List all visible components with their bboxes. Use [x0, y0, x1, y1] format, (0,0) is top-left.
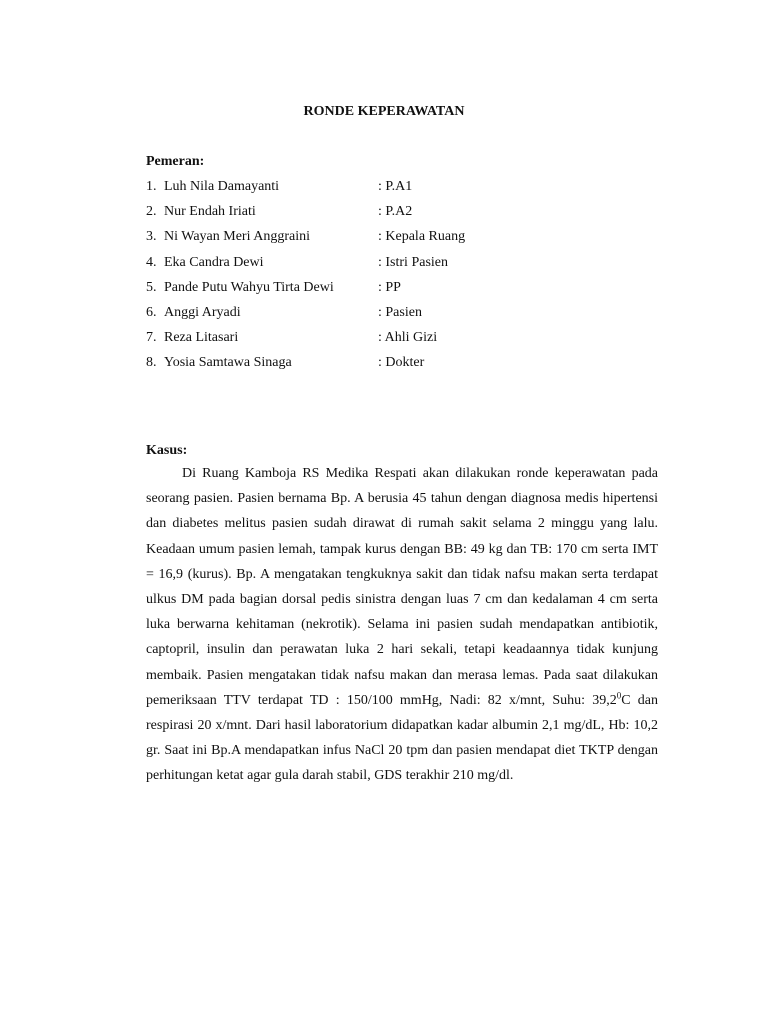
cast-number: 2.	[146, 204, 157, 220]
cast-list	[146, 178, 666, 380]
cast-number: 8.	[146, 355, 157, 371]
cast-role: : Dokter	[378, 355, 425, 371]
case-text-part2: C dan respirasi 20 x/mnt. Dari hasil laboratorium didapatkan kadar albumin 2,1 mg/dL, Hb: 10,2 gr. Saat ini Bp.A mendapatkan infus NaCl 20 tpm dan pasien mendapat diet TKTP dengan perhitungan ketat agar gula darah stabil, GDS terakhir 210 mg/dl.	[146, 692, 658, 784]
cast-number: 3.	[146, 229, 157, 245]
cast-name: Ni Wayan Meri Anggraini	[164, 229, 310, 245]
cast-number: 1.	[146, 179, 157, 194]
cast-number: 7.	[146, 330, 157, 346]
cast-row	[146, 279, 666, 304]
cast-row	[146, 228, 666, 253]
cast-name: Reza Litasari	[164, 330, 239, 346]
cast-number: 5.	[146, 279, 157, 295]
case-text-part1: Di Ruang Kamboja RS Medika Respati akan dilakukan ronde keperawatan pada seorang pasien. Pasien bernama Bp. A berusia 45 tahun dengan diagnosa medis hipertensi dan diabetes melitus pasien sudah dirawat di rumah sakit selama 2 minggu yang lalu. Keadaan umum pasien lemah, tampak kurus dengan BB: 49 kg dan TB: 170 cm serta IMT = 16,9 (kurus). Bp. A mengatakan tengkuknya sakit dan tidak nafsu makan serta terdapat ulkus DM pada bagian dorsal pedis sinistra dengan luas 7 cm dan kedalaman 4 cm serta luka berwarna kehitaman (nekrotik). Selama ini pasien sudah mendapatkan antibiotik, captopril, insulin dan perawatan luka 2 hari sekali, tetapi keadaannya tidak kunjung membaik. Pasien mengatakan tidak nafsu makan dan merasa lemas. Pada saat dilakukan pemeriksaan TTV terdapat TD : 150/100 mmHg, Nadi: 82 x/mnt, Suhu: 39,2	[146, 466, 658, 708]
cast-row	[146, 178, 666, 203]
cast-role: : P.A1	[378, 179, 413, 194]
cast-name: Nur Endah Iriati	[164, 204, 256, 220]
cast-role: : Kepala Ruang	[378, 229, 466, 245]
degree-superscript: 0	[616, 690, 622, 701]
cast-name: Anggi Aryadi	[164, 304, 241, 320]
cast-row	[146, 304, 666, 329]
cast-heading: Pemeran:	[146, 154, 205, 169]
cast-name: Pande Putu Wahyu Tirta Dewi	[164, 279, 334, 295]
cast-name: Luh Nila Damayanti	[164, 179, 280, 194]
cast-number: 6.	[146, 304, 157, 320]
cast-name: Eka Candra Dewi	[164, 254, 264, 270]
case-paragraph	[146, 461, 658, 789]
cast-row	[146, 254, 666, 279]
cast-row	[146, 203, 666, 228]
cast-number: 4.	[146, 254, 157, 270]
case-heading: Kasus:	[146, 443, 188, 458]
cast-role: : PP	[378, 279, 401, 295]
cast-role: : Ahli Gizi	[378, 330, 438, 346]
cast-role: : Pasien	[378, 304, 422, 320]
cast-name: Yosia Samtawa Sinaga	[164, 355, 292, 371]
cast-row	[146, 329, 666, 354]
cast-role: : P.A2	[378, 204, 413, 220]
document-title: RONDE KEPERAWATAN	[303, 104, 465, 119]
cast-row	[146, 354, 666, 379]
cast-role: : Istri Pasien	[378, 254, 448, 270]
